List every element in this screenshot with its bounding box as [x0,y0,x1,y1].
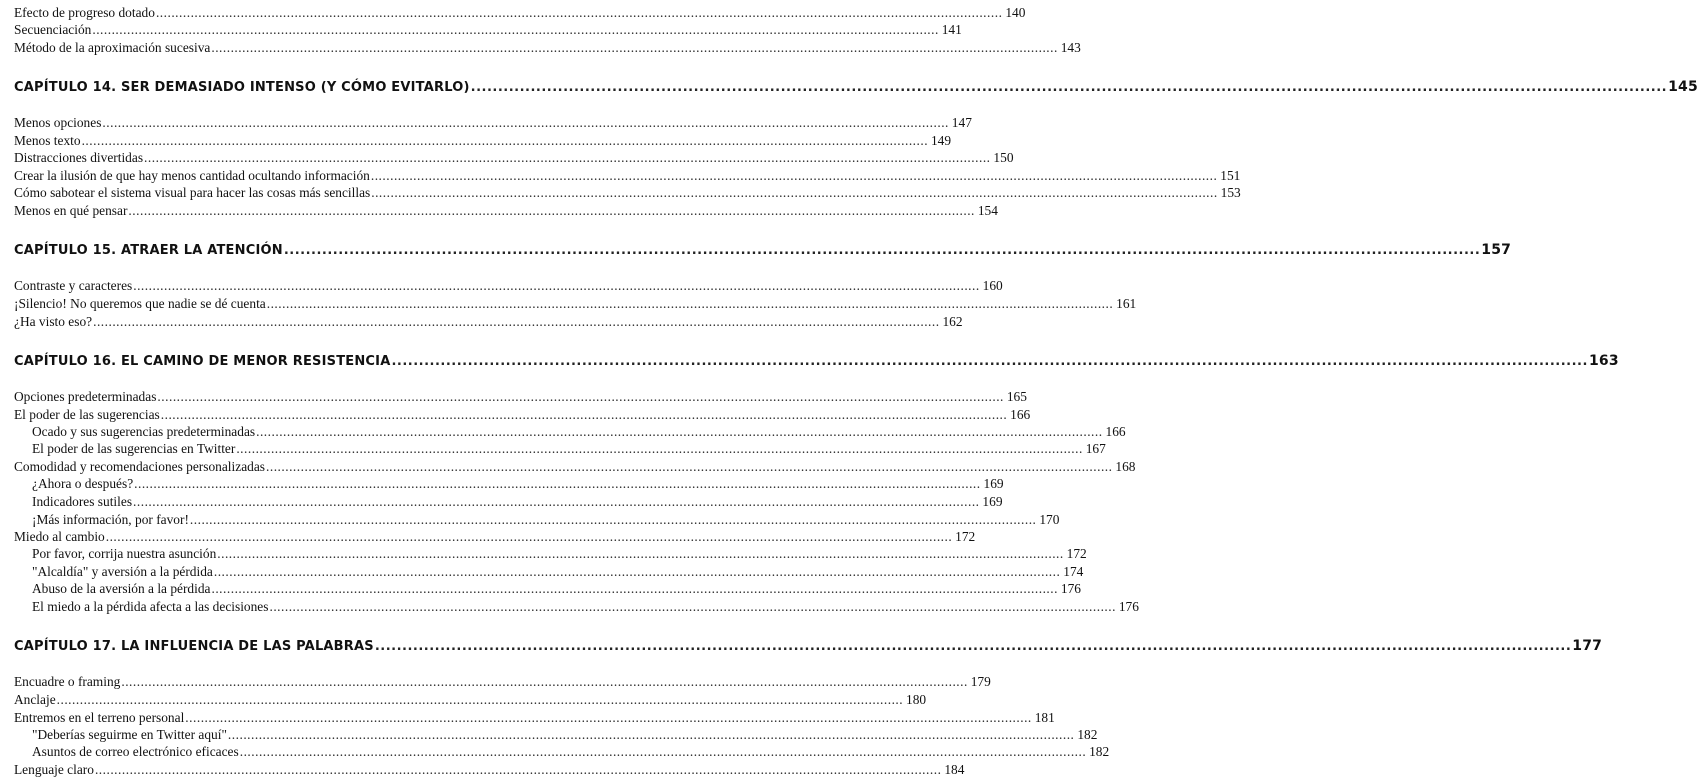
dot-leader: ............................................................................................................................................................................................................................ [470,80,1668,95]
entry-title: "Deberías seguirme en Twitter aquí" [32,727,227,742]
page-number: 172 [955,529,976,544]
entry-title: El poder de las sugerencias [14,407,160,422]
page-number: 168 [1115,459,1136,474]
toc-entry-row [32,598,1139,616]
entry-title: Opciones predeterminadas [14,389,157,404]
dot-leader: ............................................................................................................................................................................................................................ [134,476,981,491]
dot-leader: ............................................................................................................................................................................................................................ [157,389,1004,404]
entry-title: Por favor, corrija nuestra asunción [32,546,217,561]
page-number: 169 [983,476,1004,491]
toc-entry-row [14,295,1137,313]
dot-leader: ............................................................................................................................................................................................................................ [105,529,953,544]
page-number: 174 [1063,564,1084,579]
page-number: 167 [1085,441,1106,456]
entry-title: ¿Ahora o después? [32,476,134,491]
entry-title: Crear la ilusión de que hay menos cantidad ocultando información [14,168,370,183]
dot-leader: ............................................................................................................................................................................................................................ [256,424,1103,439]
dot-leader: ............................................................................................................................................................................................................................ [370,168,1218,183]
page-number: 170 [1039,512,1060,527]
toc-entry-row [14,406,1031,424]
dot-leader: ............................................................................................................................................................................................................................ [93,314,940,329]
dot-leader: ............................................................................................................................................................................................................................ [227,727,1075,742]
toc-entry-row [14,709,1055,727]
dot-leader: ............................................................................................................................................................................................................................ [185,710,1032,725]
dot-leader: ............................................................................................................................................................................................................................ [236,441,1083,456]
entry-title: Abuso de la aversión a la pérdida [32,581,211,596]
entry-title: Ocado y sus sugerencias predeterminadas [32,424,256,439]
page-number: 153 [1220,185,1241,200]
dot-leader: ............................................................................................................................................................................................................................ [374,639,1572,654]
entry-title: El poder de las sugerencias en Twitter [32,441,236,456]
page-number: 149 [930,133,952,148]
entry-title: Entremos en el terreno personal [14,710,185,725]
toc-entry-row [14,528,976,546]
dot-leader: ............................................................................................................................................................................................................................ [217,546,1064,561]
dot-leader: ............................................................................................................................................................................................................................ [391,354,1588,369]
dot-leader: ............................................................................................................................................................................................................................ [56,692,904,707]
toc-entry-row [32,493,1003,511]
page-number: 157 [1481,242,1512,258]
dot-leader: ............................................................................................................................................................................................................................ [128,203,975,218]
toc-entry-row [14,39,1081,57]
chapter-title: CAPÍTULO 17. LA INFLUENCIA DE LAS PALABRAS [14,639,374,654]
entry-title: Asuntos de correo electrónico eficaces [32,744,239,759]
entry-title: Efecto de progreso dotado [14,5,155,20]
dot-leader: ............................................................................................................................................................................................................................ [266,459,1113,474]
entry-title: El miedo a la pérdida afecta a las decisiones [32,599,269,614]
toc-entry-row [14,691,927,709]
entry-title: ¡Más información, por favor! [32,512,189,527]
entry-title: Lenguaje claro [14,762,94,777]
page-number: 163 [1588,353,1619,369]
page-number: 147 [951,115,972,130]
entry-title: Encuadre o framing [14,674,121,689]
toc-entry-row [32,440,1106,458]
toc-entry-row [14,277,1003,295]
page-number: 145 [1668,79,1698,95]
dot-leader: ............................................................................................................................................................................................................................ [211,40,1058,55]
dot-leader: ............................................................................................................................................................................................................................ [283,243,1481,258]
page-number: 160 [982,278,1003,293]
page-number: 179 [970,674,991,689]
page-number: 151 [1220,168,1241,183]
entry-title: Comodidad y recomendaciones personalizadas [14,459,265,474]
page-number: 166 [1105,424,1126,439]
page-number: 169 [982,494,1003,509]
toc-entry-row [32,511,1060,529]
entry-title: Indicadores sutiles [32,494,133,509]
toc-entry-row [14,184,1241,202]
entry-title: Menos texto [14,133,81,148]
page-number: 161 [1116,296,1137,311]
toc-entry-row [14,458,1136,476]
page-number: 180 [906,692,927,707]
entry-title: Secuenciación [14,22,92,37]
entry-title: Miedo al cambio [14,529,105,544]
dot-leader: ............................................................................................................................................................................................................................ [94,762,942,777]
toc-entry-row [14,673,991,691]
page-number: 141 [941,22,962,37]
chapter-title: CAPÍTULO 16. EL CAMINO DE MENOR RESISTENCIA [14,354,391,369]
toc-chapter-row [14,239,1512,261]
page-number: 182 [1089,744,1110,759]
entry-title: Menos en qué pensar [14,203,128,218]
dot-leader: ............................................................................................................................................................................................................................ [133,278,980,293]
page-number: 182 [1077,727,1098,742]
toc-entry-row [14,21,962,39]
toc-entry-row [14,202,998,220]
toc-entry-row [32,743,1110,761]
dot-leader: ............................................................................................................................................................................................................................ [269,599,1116,614]
toc-entry-row [32,475,1004,493]
page-number: 181 [1034,710,1055,725]
dot-leader: ............................................................................................................................................................................................................................ [211,581,1058,596]
toc-entry-row [14,761,965,779]
toc-entry-row [14,114,972,132]
toc-entry-row [32,563,1084,581]
entry-title: Distracciones divertidas [14,150,144,165]
entry-title: ¡Silencio! No queremos que nadie se dé cuenta [14,296,266,311]
page-number: 143 [1060,40,1081,55]
toc-chapter-row [14,635,1603,657]
toc-entry-row [14,313,963,331]
toc-entry-row [32,545,1087,563]
dot-leader: ............................................................................................................................................................................................................................ [155,5,1003,20]
toc-chapter-row [14,76,1698,98]
toc-entry-row [14,149,1014,167]
entry-title: "Alcaldía" y aversión a la pérdida [32,564,213,579]
page-number: 150 [993,150,1014,165]
page-number: 140 [1005,5,1026,20]
chapter-title: CAPÍTULO 15. ATRAER LA ATENCIÓN [14,243,283,258]
entry-title: Contraste y caracteres [14,278,133,293]
toc-entry-row [32,580,1081,598]
page-number: 184 [944,762,965,777]
page-number: 162 [942,314,963,329]
entry-title: Método de la aproximación sucesiva [14,40,211,55]
dot-leader: ............................................................................................................................................................................................................................ [266,296,1114,311]
toc-entry-row [14,167,1241,185]
dot-leader: ............................................................................................................................................................................................................................ [102,115,949,130]
toc-entry-row [14,388,1027,406]
dot-leader: ............................................................................................................................................................................................................................ [81,133,929,148]
page-number: 177 [1572,638,1603,654]
dot-leader: ............................................................................................................................................................................................................................ [189,512,1037,527]
toc-entry-row [14,4,1026,22]
dot-leader: ............................................................................................................................................................................................................................ [239,744,1087,759]
page-number: 166 [1010,407,1031,422]
dot-leader: ............................................................................................................................................................................................................................ [144,150,991,165]
toc-chapter-row [14,350,1619,372]
page-number: 176 [1118,599,1139,614]
toc-entry-row [32,726,1098,744]
page-number: 176 [1060,581,1081,596]
dot-leader: ............................................................................................................................................................................................................................ [133,494,980,509]
entry-title: Menos opciones [14,115,102,130]
dot-leader: ............................................................................................................................................................................................................................ [213,564,1061,579]
page-number: 172 [1066,546,1087,561]
chapter-title: CAPÍTULO 14. SER DEMASIADO INTENSO (Y CÓMO EVITARLO) [14,80,470,95]
page-number: 154 [977,203,998,218]
dot-leader: ............................................................................................................................................................................................................................ [160,407,1008,422]
dot-leader: ............................................................................................................................................................................................................................ [92,22,939,37]
dot-leader: ............................................................................................................................................................................................................................ [121,674,968,689]
entry-title: ¿Ha visto eso? [14,314,93,329]
toc-entry-row [14,132,952,150]
page-number: 165 [1006,389,1027,404]
entry-title: Anclaje [14,692,56,707]
entry-title: Cómo sabotear el sistema visual para hacer las cosas más sencillas [14,185,371,200]
dot-leader: ............................................................................................................................................................................................................................ [371,185,1218,200]
toc-entry-row [32,423,1126,441]
